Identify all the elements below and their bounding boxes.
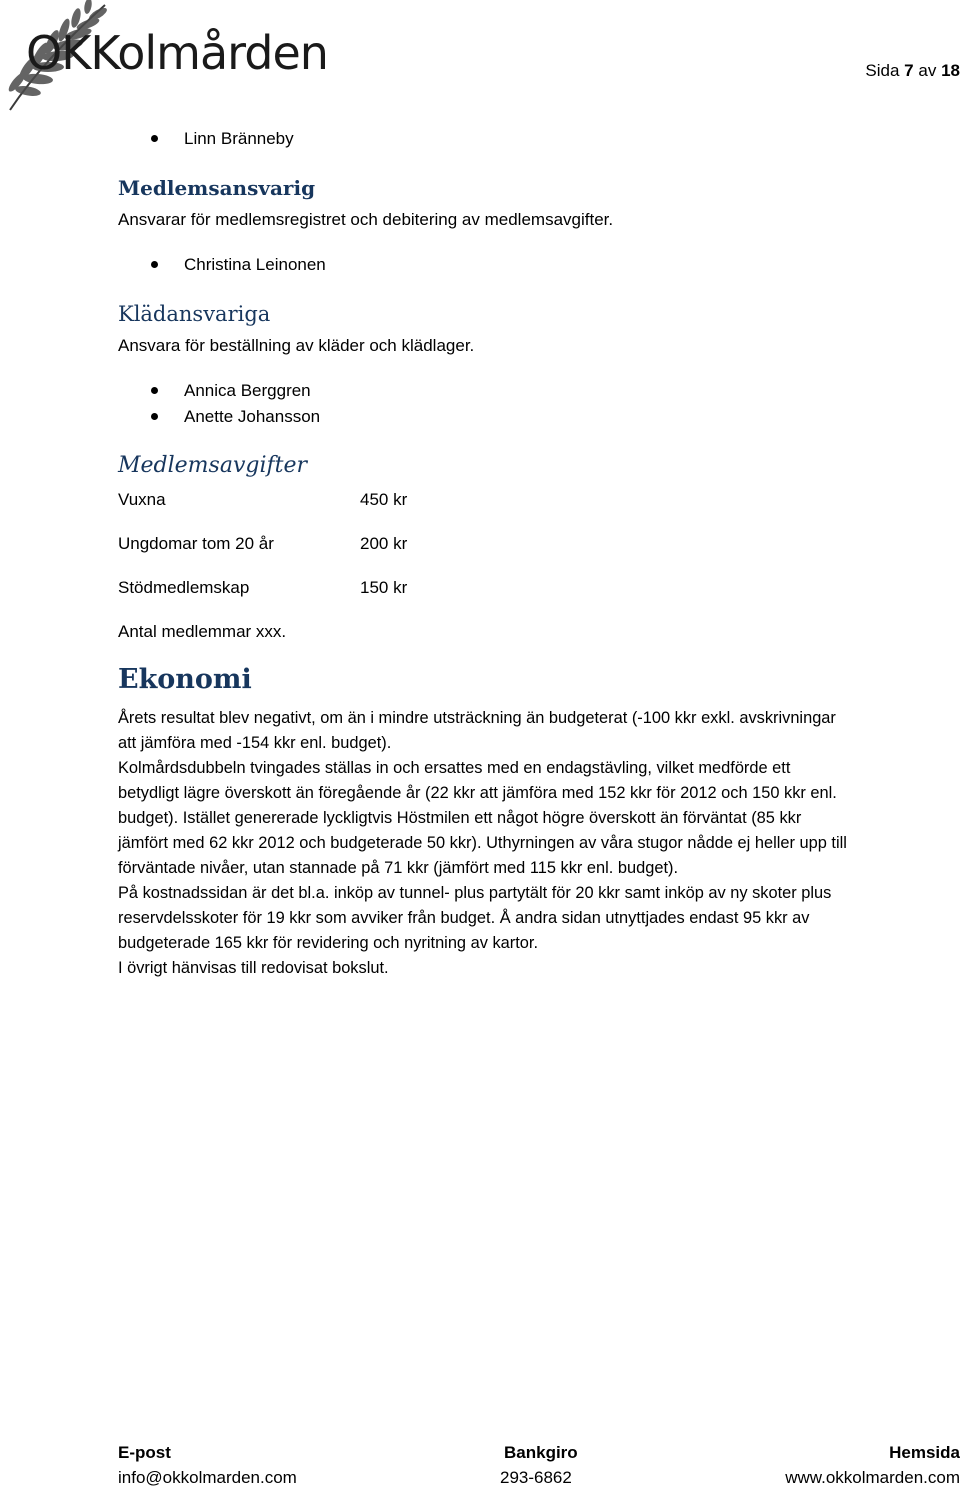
text-line: jämfört med 62 kkr 2012 och budgeterade 50 kkr). Uthyrningen av våra stugor nådde ej heller upp till <box>118 834 847 852</box>
text-line: reservdelsskoter för 19 kkr som avviker från budget. Å andra sidan utnyttjades endast 95 kkr av <box>118 909 810 927</box>
logo-text: OKKolmården <box>26 26 328 80</box>
section-description: Ansvara för beställning av kläder och klädlager. <box>118 336 475 355</box>
footer-email-label: E-post <box>118 1443 171 1462</box>
page-number <box>865 61 960 81</box>
text-line: budgeterade 165 kkr för revidering och nyritning av kartor. <box>118 934 539 952</box>
text-line: att jämföra med -154 kkr enl. budget). <box>118 734 392 752</box>
section-heading-kladansvariga: Klädansvariga <box>118 302 271 326</box>
section-description: Ansvarar för medlemsregistret och debitering av medlemsavgifter. <box>118 210 614 229</box>
text-line: betydligt lägre överskott än föregående år (22 kkr att jämföra med 152 kkr för 2012 och 150 kkr enl. <box>118 784 837 802</box>
text-line: Årets resultat blev negativt, om än i mindre utsträckning än budgeterat (-100 kkr exkl. avskrivningar <box>118 709 836 727</box>
page-total: 18 <box>941 61 960 80</box>
fee-value: 150 kr <box>360 578 408 597</box>
list-item: Linn Bränneby <box>184 129 294 148</box>
club-logo <box>0 0 400 118</box>
footer-website-link[interactable]: www.okkolmarden.com <box>785 1468 960 1487</box>
list-item: Anette Johansson <box>184 407 321 426</box>
bullet-icon <box>151 261 158 268</box>
page-prefix: Sida <box>865 61 900 80</box>
page-current: 7 <box>904 61 914 80</box>
bullet-icon <box>151 135 158 142</box>
footer-bankgiro-value: 293-6862 <box>500 1468 572 1487</box>
list-item: Annica Berggren <box>184 381 311 400</box>
footer-bankgiro-label: Bankgiro <box>504 1443 578 1462</box>
footer-email-link[interactable]: info@okkolmarden.com <box>118 1468 297 1487</box>
ekonomi-paragraph <box>118 706 960 981</box>
fee-value: 450 kr <box>360 490 408 509</box>
footer-website-label: Hemsida <box>889 1443 960 1462</box>
fee-label: Ungdomar tom 20 år <box>118 534 274 553</box>
fee-value: 200 kr <box>360 534 408 553</box>
text-line: På kostnadssidan är det bl.a. inköp av tunnel- plus partytält för 20 kkr samt inköp av ny skoter plus <box>118 884 832 902</box>
text-line: förväntade nivåer, utan stannade på 71 kkr (jämfört med 115 kkr enl. budget). <box>118 859 679 877</box>
section-heading-ekonomi: Ekonomi <box>118 664 252 695</box>
text-line: Kolmårdsdubbeln tvingades ställas in och ersattes med en endagstävling, vilket medförde ett <box>118 759 791 777</box>
page-of: av <box>918 61 937 80</box>
section-heading-medlemsansvarig: Medlemsansvarig <box>118 176 316 200</box>
list-item: Christina Leinonen <box>184 255 326 274</box>
fee-label: Stödmedlemskap <box>118 578 250 597</box>
text-line: I övrigt hänvisas till redovisat bokslut. <box>118 959 389 977</box>
text-line: budget). Istället genererade lyckligtvis Höstmilen ett något högre överskott än förväntat (85 kkr <box>118 809 802 827</box>
bullet-icon <box>151 413 158 420</box>
section-heading-medlemsavgifter: Medlemsavgifter <box>118 453 308 478</box>
member-count-note: Antal medlemmar xxx. <box>118 622 287 641</box>
fee-label: Vuxna <box>118 490 166 509</box>
bullet-icon <box>151 387 158 394</box>
